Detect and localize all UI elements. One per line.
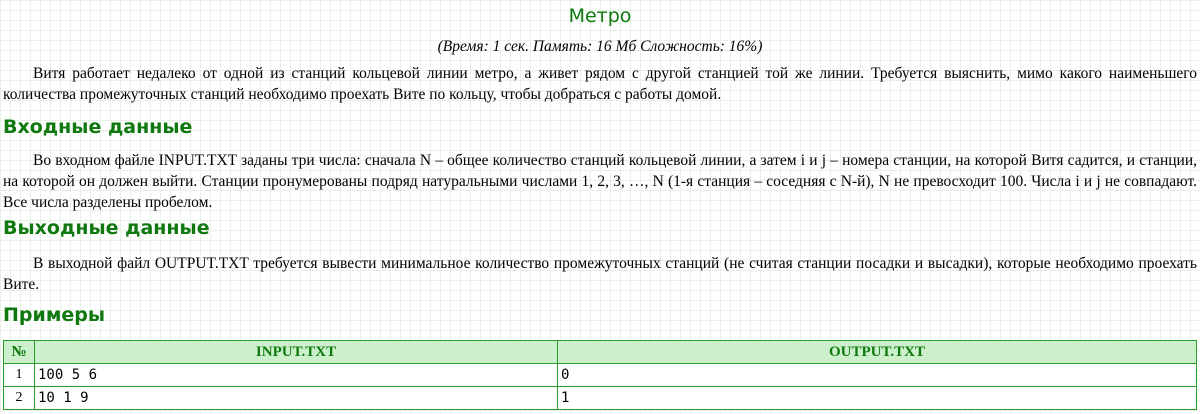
examples-table bbox=[3, 340, 1197, 410]
input-description: Во входном файле INPUT.TXT заданы три числа: сначала N – общее количество станций кольцевой линии, а затем i и j – номера станции, на которой Витя садится, и станции, на которой он должен выйти. Станции пронумерованы подряд натуральными числами 1, 2, 3, …, N (1-я станция – соседняя с N-й), N не превосходит 100. Числа i и j не совпадают. Все числа разделены пробелом. bbox=[3, 152, 1197, 211]
example-output: 0 bbox=[558, 364, 1197, 387]
examples-header-row bbox=[4, 341, 1197, 364]
table-row bbox=[4, 364, 1197, 387]
output-heading: Выходные данные bbox=[3, 217, 210, 239]
example-input: 100 5 6 bbox=[35, 364, 558, 387]
problem-limits: (Время: 1 сек. Память: 16 Мб Сложность: 16%) bbox=[437, 38, 763, 55]
table-row bbox=[4, 387, 1197, 410]
output-description: В выходной файл OUTPUT.TXT требуется вывести минимальное количество промежуточных станций (не считая станции посадки и высадки), которые необходимо проехать Вите. bbox=[3, 255, 1197, 293]
examples-heading: Примеры bbox=[3, 304, 106, 326]
input-heading: Входные данные bbox=[3, 116, 193, 138]
column-header-number: № bbox=[4, 341, 35, 364]
example-number: 1 bbox=[4, 364, 35, 387]
problem-title: Метро bbox=[568, 5, 632, 27]
example-number: 2 bbox=[4, 387, 35, 410]
example-input: 10 1 9 bbox=[35, 387, 558, 410]
column-header-input: INPUT.TXT bbox=[35, 341, 558, 364]
example-output: 1 bbox=[558, 387, 1197, 410]
problem-statement: Витя работает недалеко от одной из станций кольцевой линии метро, а живет рядом с другой станцией той же линии. Требуется выяснить, мимо какого наименьшего количества промежуточных станций необходимо проехать Вите по кольцу, чтобы добраться с работы домой. bbox=[3, 65, 1197, 103]
column-header-output: OUTPUT.TXT bbox=[558, 341, 1197, 364]
